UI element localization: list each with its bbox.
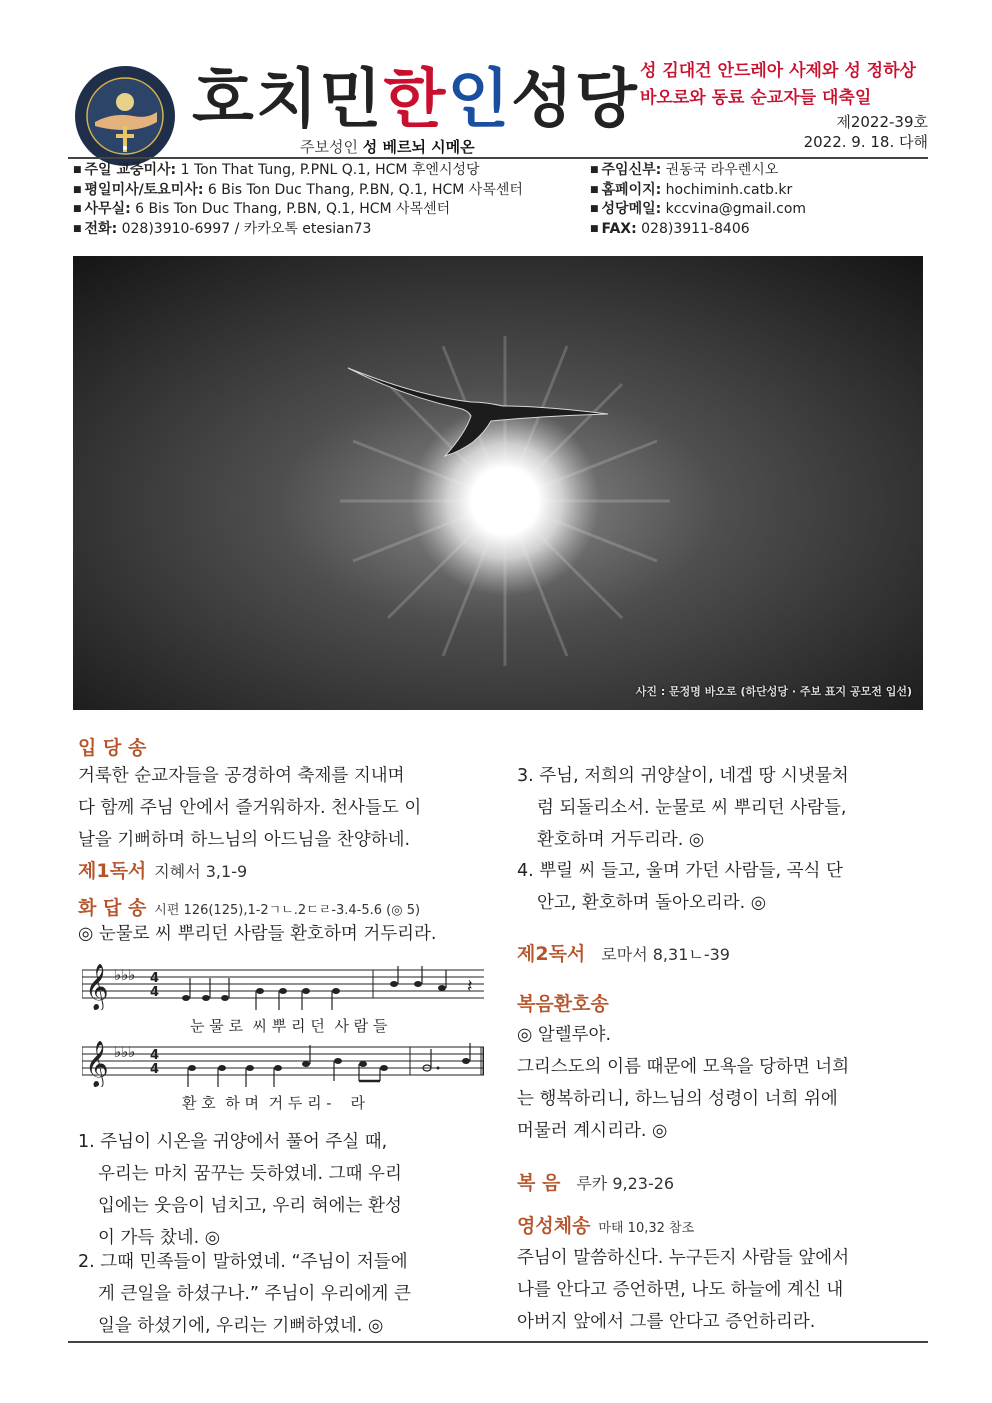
info-email: ■ 성당메일: kccvina@gmail.com [590, 200, 806, 220]
title-in: 인 [447, 62, 512, 137]
feast-line-2: 바오로와 동료 순교자들 대축일 [640, 88, 872, 108]
svg-text:𝄽: 𝄽 [467, 976, 473, 997]
issue-info [804, 112, 928, 152]
communion-title: 영성체송 [517, 1215, 591, 1237]
svg-text:4: 4 [150, 985, 160, 1000]
parish-logo [73, 64, 177, 168]
alleluia-text: ◎ 알렐루야. 그리스도의 이름 때문에 모욕을 당하면 너희 는 행복하리니, 하느님의 성령이 너희 위에 머물러 계시리라. ◎ [517, 1025, 850, 1141]
svg-text:4: 4 [150, 1048, 160, 1063]
svg-text:4: 4 [150, 971, 160, 986]
info-sunday-mass: ■ 주일 교중미사: 1 Ton That Tung, P.PNL Q.1, HCM 후엔시성당 [73, 161, 523, 181]
parish-title [192, 48, 639, 140]
info-homepage: ■ 홈페이지: hochiminh.catb.kr [590, 181, 806, 201]
psalm-response: ◎ 눈물로 씨 뿌리던 사람들 환호하며 거두리라. [78, 924, 437, 944]
gospel-ref: 루카 9,23-26 [576, 1174, 675, 1193]
patron-label: 주보성인 [300, 138, 358, 156]
communion-text: 주님이 말씀하신다. 누구든지 사람들 앞에서 나를 안다고 증언하면, 나도 하늘에 계신 내 아버지 앞에서 그를 안다고 증언하리라. [517, 1248, 850, 1332]
info-fax: ■ FAX: 028)3911-8406 [590, 220, 806, 240]
issue-number: 제2022-39호 [836, 113, 928, 131]
svg-text:♭♭♭: ♭♭♭ [114, 966, 136, 984]
gospel [517, 1168, 674, 1195]
feast-line-1: 성 김대건 안드레아 사제와 성 정하상 [640, 61, 916, 81]
entrance-antiphon-text [78, 760, 480, 856]
patron-name: 성 베르뇌 시메온 [362, 138, 475, 156]
info-right [590, 161, 806, 239]
communion-ref: 마태 10,32 참조 [598, 1221, 695, 1236]
responsorial-psalm [78, 893, 420, 920]
first-reading-ref: 지혜서 3,1-9 [154, 862, 248, 881]
svg-text:𝄞: 𝄞 [85, 1041, 109, 1087]
first-reading [78, 856, 247, 883]
cover-photo [73, 256, 923, 710]
text-line: 날을 기뻐하며 하느님의 아드님을 찬양하네. [78, 830, 411, 850]
title-seongdang: 성당 [511, 62, 639, 137]
entrance-antiphon-title: 입 당 송 [78, 737, 147, 759]
footer-divider [68, 1341, 928, 1343]
info-phone: ■ 전화: 028)3910-6997 / 카카오톡 etesian73 [73, 220, 523, 240]
psalm-title: 화 답 송 [78, 897, 147, 919]
info-weekday-mass: ■ 평일미사/토요미사: 6 Bis Ton Duc Thang, P.BN, Q.1, HCM 사목센터 [73, 181, 523, 201]
svg-text:♭♭♭: ♭♭♭ [114, 1043, 136, 1061]
communion-antiphon [517, 1211, 694, 1238]
issue-date: 2022. 9. 18. 다해 [803, 133, 928, 151]
patron-saint [300, 136, 475, 157]
svg-text:𝄞: 𝄞 [85, 964, 109, 1010]
svg-text:4: 4 [150, 1062, 160, 1077]
feast-title [640, 58, 916, 112]
text-line: 거룩한 순교자들을 공경하여 축제를 지내며 [78, 766, 405, 786]
first-reading-title: 제1독서 [78, 860, 147, 882]
gospel-title: 복 음 [517, 1172, 561, 1194]
text-line: 다 함께 주님 안에서 즐거워하자. 천사들도 이 [78, 798, 422, 818]
music-staff-1 [82, 960, 484, 1010]
psalm-verse-4: 4. 뿌릴 씨 들고, 울며 가던 사람들, 곡식 단 안고, 환호하며 돌아오리라. ◎ [517, 861, 843, 913]
lyrics-line-2: 환 호 하 며 거 두 리 - 라 [182, 1094, 365, 1112]
info-left [73, 161, 523, 239]
psalm-verse-3: 3. 주님, 저희의 귀양살이, 네겝 땅 시냇물처 럼 되돌리소서. 눈물로 씨 뿌리던 사람들, 환호하며 거두리라. ◎ [517, 766, 849, 850]
second-reading-ref: 로마서 8,31ㄴ-39 [601, 945, 730, 964]
psalm-ref: 시편 126(125),1-2ㄱㄴ.2ㄷㄹ-3.4-5.6 (◎ 5) [154, 903, 421, 918]
info-pastor: ■ 주임신부: 권동국 라우렌시오 [590, 161, 806, 181]
info-office: ■ 사무실: 6 Bis Ton Duc Thang, P.BN, Q.1, HCM 사목센터 [73, 200, 523, 220]
photo-credit: 사진 : 문정명 바오로 (하단성당 · 주보 표지 공모전 입선) [635, 685, 912, 698]
title-han: 한 [383, 62, 448, 137]
alleluia-title: 복음환호송 [517, 993, 609, 1015]
music-staff-2 [82, 1037, 484, 1087]
lyrics-line-1: 눈 물 로 씨 뿌 리 던 사 람 들 [190, 1017, 388, 1035]
second-reading-title: 제2독서 [517, 943, 586, 965]
psalm-verse-1: 1. 주님이 시온을 귀양에서 풀어 주실 때, 우리는 마치 꿈꾸는 듯하였네. 그때 우리 입에는 웃음이 넘치고, 우리 혀에는 환성 이 가득 찼네. ◎ [78, 1132, 402, 1248]
second-reading [517, 939, 730, 966]
psalm-verse-2: 2. 그때 민족들이 말하였네. “주님이 저들에 게 큰일을 하셨구나.” 주님이 우리에게 큰 일을 하셨기에, 우리는 기뻐하였네. ◎ [78, 1252, 411, 1336]
header-divider [68, 157, 928, 159]
title-hochimin: 호치민 [192, 62, 384, 137]
